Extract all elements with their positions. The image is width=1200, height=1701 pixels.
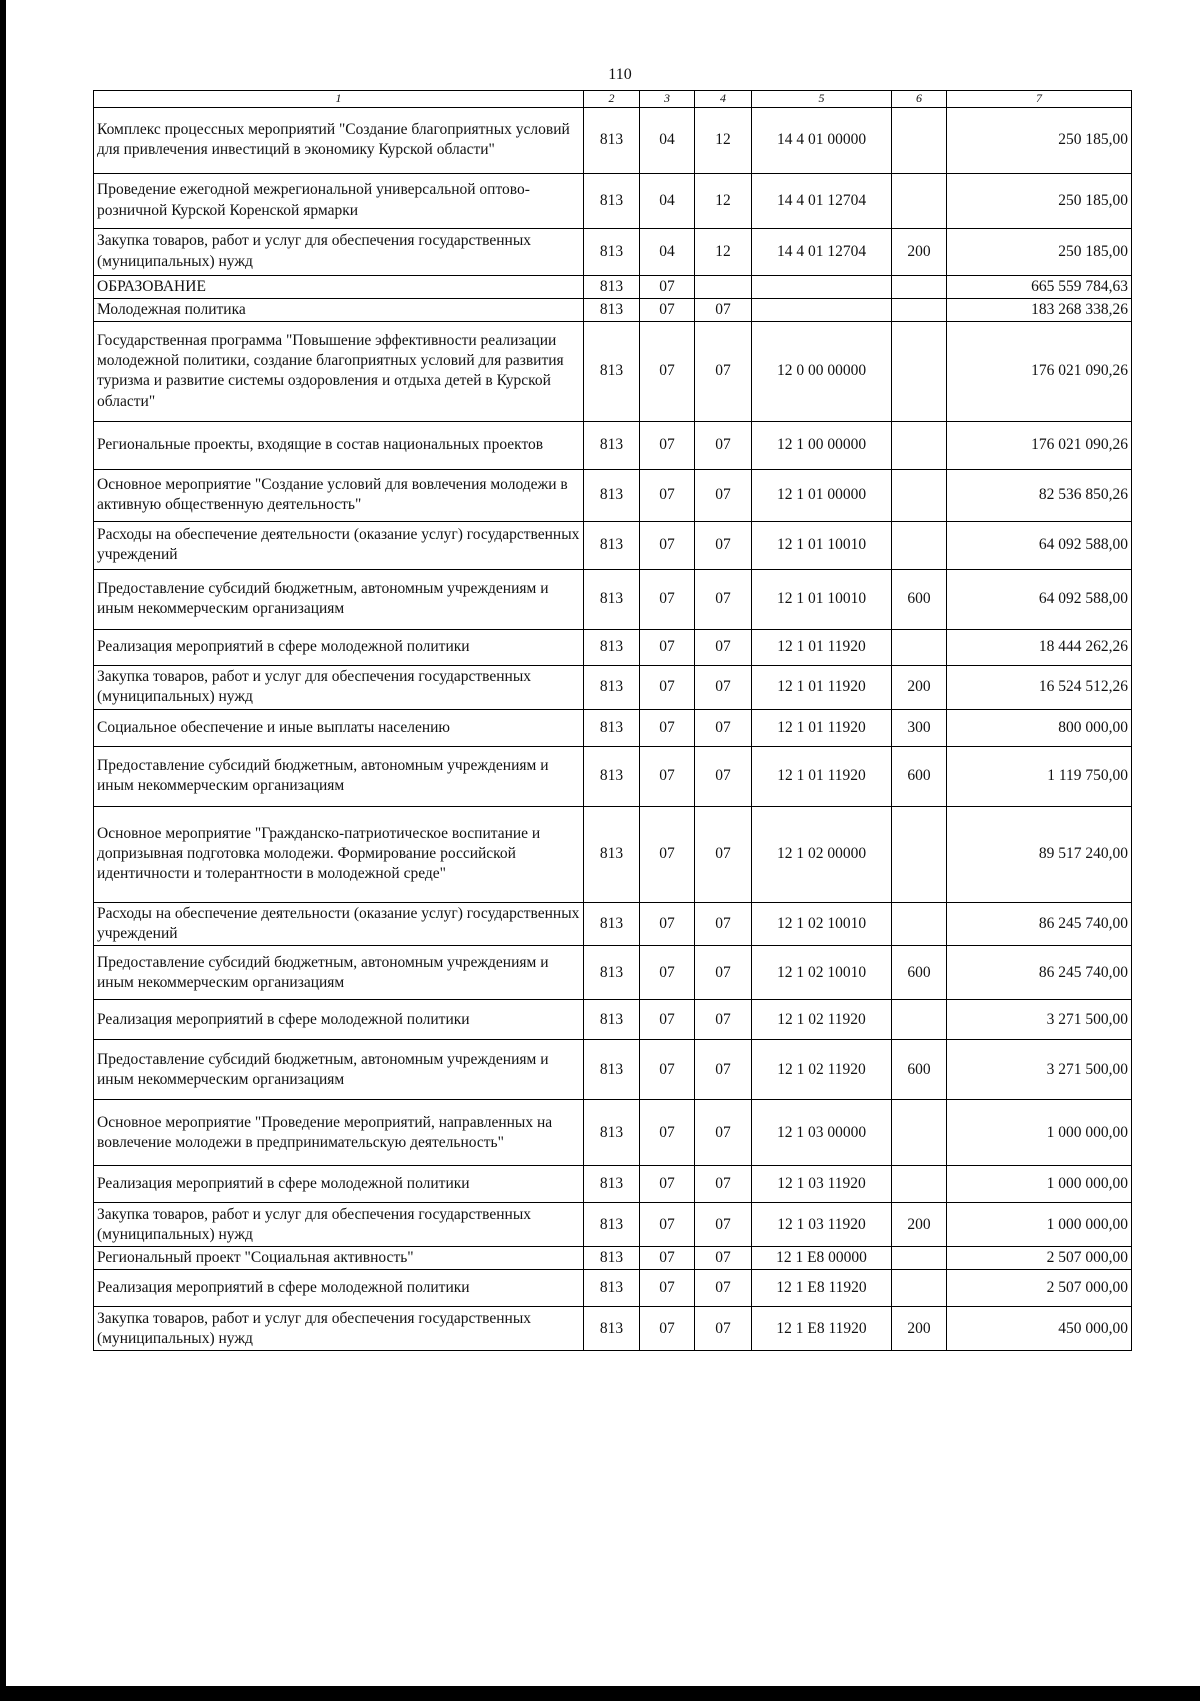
row-name-cell: Социальное обеспечение и иные выплаты населению	[94, 709, 584, 746]
scan-border-left	[0, 0, 6, 1701]
budget-table	[93, 90, 1132, 1351]
row-section-cell: 07	[640, 665, 695, 709]
row-admin-code-cell: 813	[584, 275, 640, 298]
row-section-cell: 07	[640, 1270, 695, 1307]
row-admin-code-cell: 813	[584, 1040, 640, 1100]
row-subsection-cell: 07	[695, 946, 752, 1000]
row-name-cell: Региональный проект "Социальная активность"	[94, 1247, 584, 1270]
row-section-cell: 07	[640, 298, 695, 321]
row-target-article-cell: 14 4 01 12704	[752, 173, 892, 228]
row-name-cell: Комплекс процессных мероприятий "Создание благоприятных условий для привлечения инвестиций в экономику Курской области"	[94, 107, 584, 173]
page-number: 110	[608, 66, 632, 83]
row-subsection-cell: 07	[695, 709, 752, 746]
row-admin-code-cell: 813	[584, 665, 640, 709]
row-expense-type-cell	[892, 321, 947, 421]
table-row	[94, 1247, 1132, 1270]
row-target-article-cell: 14 4 01 00000	[752, 107, 892, 173]
row-expense-type-cell	[892, 1247, 947, 1270]
row-subsection-cell: 07	[695, 321, 752, 421]
row-subsection-cell: 07	[695, 1247, 752, 1270]
row-target-article-cell: 12 1 E8 00000	[752, 1247, 892, 1270]
row-expense-type-cell	[892, 421, 947, 469]
row-amount-cell: 3 271 500,00	[947, 1040, 1132, 1100]
table-row	[94, 806, 1132, 902]
row-section-cell: 07	[640, 902, 695, 945]
row-admin-code-cell: 813	[584, 469, 640, 521]
row-section-cell: 07	[640, 1040, 695, 1100]
row-amount-cell: 250 185,00	[947, 107, 1132, 173]
row-name-cell: Проведение ежегодной межрегиональной универсальной оптово-розничной Курской Коренской ярмарки	[94, 173, 584, 228]
row-name-cell: Основное мероприятие "Гражданско-патриотическое воспитание и допризывная подготовка молодежи. Формирование российской идентичности и толерантности в молодежной среде"	[94, 806, 584, 902]
row-subsection-cell: 07	[695, 665, 752, 709]
row-admin-code-cell: 813	[584, 1307, 640, 1351]
row-target-article-cell: 12 1 01 11920	[752, 629, 892, 665]
row-amount-cell: 176 021 090,26	[947, 321, 1132, 421]
row-target-article-cell: 12 1 02 10010	[752, 946, 892, 1000]
table-row	[94, 1100, 1132, 1166]
row-amount-cell: 64 092 588,00	[947, 521, 1132, 569]
row-section-cell: 07	[640, 709, 695, 746]
row-section-cell: 07	[640, 569, 695, 629]
table-row	[94, 1307, 1132, 1351]
row-subsection-cell: 07	[695, 421, 752, 469]
row-expense-type-cell	[892, 806, 947, 902]
row-amount-cell: 2 507 000,00	[947, 1270, 1132, 1307]
row-admin-code-cell: 813	[584, 228, 640, 275]
row-subsection-cell: 07	[695, 806, 752, 902]
row-amount-cell: 89 517 240,00	[947, 806, 1132, 902]
row-name-cell: Расходы на обеспечение деятельности (оказание услуг) государственных учреждений	[94, 521, 584, 569]
row-name-cell: Предоставление субсидий бюджетным, автономным учреждениям и иным некоммерческим организациям	[94, 746, 584, 806]
table-row	[94, 321, 1132, 421]
row-amount-cell: 665 559 784,63	[947, 275, 1132, 298]
row-expense-type-cell: 200	[892, 228, 947, 275]
row-subsection-cell: 07	[695, 1100, 752, 1166]
table-row	[94, 1000, 1132, 1040]
row-admin-code-cell: 813	[584, 1100, 640, 1166]
table-body	[94, 107, 1132, 1351]
row-expense-type-cell	[892, 629, 947, 665]
row-name-cell: Реализация мероприятий в сфере молодежной политики	[94, 1000, 584, 1040]
row-name-cell: Закупка товаров, работ и услуг для обеспечения государственных (муниципальных) нужд	[94, 1307, 584, 1351]
row-admin-code-cell: 813	[584, 569, 640, 629]
row-expense-type-cell: 200	[892, 665, 947, 709]
row-expense-type-cell	[892, 1270, 947, 1307]
row-subsection-cell: 07	[695, 1307, 752, 1351]
row-amount-cell: 3 271 500,00	[947, 1000, 1132, 1040]
row-name-cell: ОБРАЗОВАНИЕ	[94, 275, 584, 298]
row-expense-type-cell	[892, 902, 947, 945]
row-expense-type-cell: 200	[892, 1307, 947, 1351]
row-section-cell: 07	[640, 1307, 695, 1351]
row-name-cell: Реализация мероприятий в сфере молодежной политики	[94, 1270, 584, 1307]
row-subsection-cell: 07	[695, 629, 752, 665]
row-target-article-cell: 12 1 03 11920	[752, 1203, 892, 1247]
row-name-cell: Предоставление субсидий бюджетным, автономным учреждениям и иным некоммерческим организациям	[94, 946, 584, 1000]
row-expense-type-cell	[892, 1000, 947, 1040]
row-admin-code-cell: 813	[584, 298, 640, 321]
row-amount-cell: 86 245 740,00	[947, 946, 1132, 1000]
row-admin-code-cell: 813	[584, 521, 640, 569]
row-admin-code-cell: 813	[584, 1203, 640, 1247]
table-row	[94, 228, 1132, 275]
row-admin-code-cell: 813	[584, 629, 640, 665]
row-section-cell: 07	[640, 1166, 695, 1203]
row-admin-code-cell: 813	[584, 709, 640, 746]
table-row	[94, 569, 1132, 629]
table-row	[94, 629, 1132, 665]
row-name-cell: Закупка товаров, работ и услуг для обеспечения государственных (муниципальных) нужд	[94, 228, 584, 275]
row-subsection-cell	[695, 275, 752, 298]
row-amount-cell: 86 245 740,00	[947, 902, 1132, 945]
row-section-cell: 07	[640, 421, 695, 469]
row-admin-code-cell: 813	[584, 1270, 640, 1307]
row-target-article-cell: 12 1 01 11920	[752, 746, 892, 806]
row-target-article-cell: 12 1 E8 11920	[752, 1270, 892, 1307]
row-section-cell: 04	[640, 107, 695, 173]
header-cell: 2	[584, 91, 640, 108]
table-row	[94, 1166, 1132, 1203]
row-name-cell: Предоставление субсидий бюджетным, автономным учреждениям и иным некоммерческим организациям	[94, 1040, 584, 1100]
row-target-article-cell: 12 1 02 11920	[752, 1000, 892, 1040]
table-row	[94, 173, 1132, 228]
row-subsection-cell: 12	[695, 173, 752, 228]
row-section-cell: 07	[640, 521, 695, 569]
row-subsection-cell: 07	[695, 1203, 752, 1247]
row-expense-type-cell: 600	[892, 1040, 947, 1100]
row-section-cell: 07	[640, 1000, 695, 1040]
row-target-article-cell: 12 1 01 10010	[752, 521, 892, 569]
row-name-cell: Реализация мероприятий в сфере молодежной политики	[94, 629, 584, 665]
row-section-cell: 07	[640, 321, 695, 421]
row-subsection-cell: 07	[695, 1166, 752, 1203]
row-target-article-cell: 12 1 02 11920	[752, 1040, 892, 1100]
scan-border-bottom	[0, 1686, 1200, 1701]
row-expense-type-cell	[892, 275, 947, 298]
row-target-article-cell	[752, 275, 892, 298]
row-admin-code-cell: 813	[584, 746, 640, 806]
table-row	[94, 421, 1132, 469]
row-amount-cell: 18 444 262,26	[947, 629, 1132, 665]
row-expense-type-cell	[892, 469, 947, 521]
row-amount-cell: 183 268 338,26	[947, 298, 1132, 321]
row-amount-cell: 82 536 850,26	[947, 469, 1132, 521]
row-expense-type-cell	[892, 173, 947, 228]
row-target-article-cell: 12 1 01 00000	[752, 469, 892, 521]
row-subsection-cell: 07	[695, 1270, 752, 1307]
row-subsection-cell: 07	[695, 1000, 752, 1040]
row-name-cell: Основное мероприятие "Проведение мероприятий, направленных на вовлечение молодежи в предпринимательскую деятельность"	[94, 1100, 584, 1166]
row-section-cell: 07	[640, 1100, 695, 1166]
row-section-cell: 07	[640, 629, 695, 665]
row-name-cell: Государственная программа "Повышение эффективности реализации молодежной политики, создание благоприятных условий для развития туризма и развитие системы оздоровления и отдыха детей в Курской области"	[94, 321, 584, 421]
row-target-article-cell: 12 1 E8 11920	[752, 1307, 892, 1351]
row-target-article-cell: 12 1 02 10010	[752, 902, 892, 945]
table-row	[94, 746, 1132, 806]
row-section-cell: 07	[640, 1203, 695, 1247]
row-expense-type-cell	[892, 1100, 947, 1166]
row-amount-cell: 1 000 000,00	[947, 1203, 1132, 1247]
table-row	[94, 1270, 1132, 1307]
row-expense-type-cell	[892, 1166, 947, 1203]
header-cell: 6	[892, 91, 947, 108]
table-row	[94, 469, 1132, 521]
row-amount-cell: 16 524 512,26	[947, 665, 1132, 709]
row-admin-code-cell: 813	[584, 421, 640, 469]
row-amount-cell: 2 507 000,00	[947, 1247, 1132, 1270]
row-amount-cell: 250 185,00	[947, 173, 1132, 228]
row-expense-type-cell: 200	[892, 1203, 947, 1247]
row-target-article-cell: 14 4 01 12704	[752, 228, 892, 275]
table-row	[94, 521, 1132, 569]
header-cell: 4	[695, 91, 752, 108]
row-name-cell: Основное мероприятие "Создание условий для вовлечения молодежи в активную общественную деятельность"	[94, 469, 584, 521]
row-expense-type-cell: 300	[892, 709, 947, 746]
row-admin-code-cell: 813	[584, 946, 640, 1000]
row-expense-type-cell	[892, 521, 947, 569]
row-target-article-cell: 12 1 03 00000	[752, 1100, 892, 1166]
row-expense-type-cell	[892, 107, 947, 173]
row-admin-code-cell: 813	[584, 902, 640, 945]
row-admin-code-cell: 813	[584, 1247, 640, 1270]
row-name-cell: Реализация мероприятий в сфере молодежной политики	[94, 1166, 584, 1203]
row-subsection-cell: 07	[695, 746, 752, 806]
row-subsection-cell: 12	[695, 107, 752, 173]
row-section-cell: 07	[640, 469, 695, 521]
header-cell: 3	[640, 91, 695, 108]
row-amount-cell: 800 000,00	[947, 709, 1132, 746]
table-row	[94, 298, 1132, 321]
row-section-cell: 07	[640, 1247, 695, 1270]
header-cell: 7	[947, 91, 1132, 108]
row-target-article-cell: 12 1 01 11920	[752, 665, 892, 709]
row-expense-type-cell: 600	[892, 946, 947, 1000]
row-amount-cell: 1 000 000,00	[947, 1166, 1132, 1203]
header-row	[94, 91, 1132, 108]
row-admin-code-cell: 813	[584, 321, 640, 421]
row-section-cell: 07	[640, 806, 695, 902]
table-row	[94, 709, 1132, 746]
row-amount-cell: 1 000 000,00	[947, 1100, 1132, 1166]
table-row	[94, 107, 1132, 173]
row-amount-cell: 250 185,00	[947, 228, 1132, 275]
row-admin-code-cell: 813	[584, 806, 640, 902]
row-section-cell: 04	[640, 173, 695, 228]
row-section-cell: 04	[640, 228, 695, 275]
table-row	[94, 665, 1132, 709]
row-section-cell: 07	[640, 946, 695, 1000]
row-name-cell: Предоставление субсидий бюджетным, автономным учреждениям и иным некоммерческим организациям	[94, 569, 584, 629]
row-name-cell: Расходы на обеспечение деятельности (оказание услуг) государственных учреждений	[94, 902, 584, 945]
table-row	[94, 275, 1132, 298]
row-target-article-cell: 12 1 01 11920	[752, 709, 892, 746]
row-subsection-cell: 07	[695, 298, 752, 321]
row-target-article-cell: 12 1 02 00000	[752, 806, 892, 902]
row-subsection-cell: 07	[695, 469, 752, 521]
row-expense-type-cell: 600	[892, 746, 947, 806]
row-name-cell: Региональные проекты, входящие в состав национальных проектов	[94, 421, 584, 469]
row-section-cell: 07	[640, 275, 695, 298]
table-row	[94, 1040, 1132, 1100]
row-subsection-cell: 07	[695, 521, 752, 569]
row-admin-code-cell: 813	[584, 173, 640, 228]
row-target-article-cell	[752, 298, 892, 321]
row-target-article-cell: 12 1 00 00000	[752, 421, 892, 469]
row-admin-code-cell: 813	[584, 1166, 640, 1203]
header-cell: 1	[94, 91, 584, 108]
table-row	[94, 902, 1132, 945]
table-row	[94, 1203, 1132, 1247]
row-subsection-cell: 07	[695, 1040, 752, 1100]
row-subsection-cell: 12	[695, 228, 752, 275]
row-name-cell: Закупка товаров, работ и услуг для обеспечения государственных (муниципальных) нужд	[94, 1203, 584, 1247]
row-subsection-cell: 07	[695, 569, 752, 629]
row-amount-cell: 64 092 588,00	[947, 569, 1132, 629]
row-admin-code-cell: 813	[584, 107, 640, 173]
row-target-article-cell: 12 0 00 00000	[752, 321, 892, 421]
row-target-article-cell: 12 1 03 11920	[752, 1166, 892, 1203]
row-name-cell: Молодежная политика	[94, 298, 584, 321]
row-amount-cell: 450 000,00	[947, 1307, 1132, 1351]
row-target-article-cell: 12 1 01 10010	[752, 569, 892, 629]
row-amount-cell: 176 021 090,26	[947, 421, 1132, 469]
row-expense-type-cell	[892, 298, 947, 321]
row-admin-code-cell: 813	[584, 1000, 640, 1040]
header-cell: 5	[752, 91, 892, 108]
table-row	[94, 946, 1132, 1000]
row-section-cell: 07	[640, 746, 695, 806]
row-subsection-cell: 07	[695, 902, 752, 945]
row-name-cell: Закупка товаров, работ и услуг для обеспечения государственных (муниципальных) нужд	[94, 665, 584, 709]
row-expense-type-cell: 600	[892, 569, 947, 629]
row-amount-cell: 1 119 750,00	[947, 746, 1132, 806]
